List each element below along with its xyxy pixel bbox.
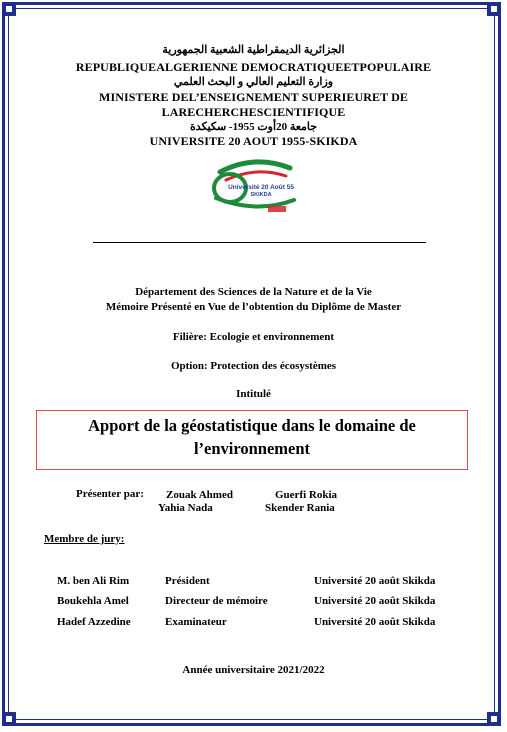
jury-member-name: Hadef Azzedine xyxy=(57,616,131,628)
corner-ornament-top-right xyxy=(487,2,501,16)
presenter-name: Guerfi Rokia xyxy=(275,489,338,501)
university-logo xyxy=(206,158,302,216)
jury-member-role: Directeur de mémoire xyxy=(165,595,268,607)
presenter-name: Yahia Nada xyxy=(158,502,213,514)
republic-french: REPUBLIQUEALGERIENNE DEMOCRATIQUEETPOPULAIRE xyxy=(75,60,432,74)
corner-ornament-bottom-left xyxy=(2,712,16,726)
separator-rule xyxy=(93,242,426,243)
memoire-purpose: Mémoire Présenté en Vue de l’obtention du Diplôme de Master xyxy=(105,301,402,313)
jury-member-name: Boukehla Amel xyxy=(57,595,129,607)
department: Département des Sciences de la Nature et de la Vie xyxy=(135,286,372,298)
jury-member-role: Président xyxy=(165,575,210,587)
corner-ornament-top-left xyxy=(2,2,16,16)
intitule-label: Intitulé xyxy=(236,388,271,400)
thesis-title-line-2: l’environnement xyxy=(193,439,311,458)
logo-text-line-1: Université 20 Août 55 xyxy=(228,184,294,191)
jury-member-affiliation: Université 20 août Skikda xyxy=(314,616,436,628)
university-french: UNIVERSITE 20 AOUT 1955-SKIKDA xyxy=(149,134,358,148)
university-arabic: جامعة 20أوت 1955- سكيكدة xyxy=(189,121,318,133)
option: Option: Protection des écosystèmes xyxy=(170,360,337,372)
presenters-label: Présenter par: xyxy=(76,488,144,500)
corner-ornament-bottom-right xyxy=(487,712,501,726)
jury-member-affiliation: Université 20 août Skikda xyxy=(314,575,436,587)
presenter-name: Zouak Ahmed xyxy=(166,489,233,501)
jury-heading: Membre de jury: xyxy=(44,533,125,545)
presenter-name: Skender Rania xyxy=(265,502,335,514)
filiere: Filière: Ecologie et environnement xyxy=(172,331,335,343)
jury-member-role: Examinateur xyxy=(165,616,227,628)
jury-member-affiliation: Université 20 août Skikda xyxy=(314,595,436,607)
ministry-french-line-2: LARECHERCHESCIENTIFIQUE xyxy=(161,105,346,119)
thesis-title-line-1: Apport de la géostatistique dans le domaine de xyxy=(88,416,416,435)
republic-arabic: الجزائرية الديمقراطية الشعبية الجمهورية xyxy=(162,44,345,56)
jury-member-name: M. ben Ali Rim xyxy=(57,575,130,587)
academic-year: Année universitaire 2021/2022 xyxy=(182,664,325,676)
ministry-french-line-1: MINISTERE DEL’ENSEIGNEMENT SUPERIEURET DE xyxy=(99,90,408,104)
ministry-arabic: وزارة التعليم العالي و البحث العلمي xyxy=(173,76,334,88)
logo-text-line-2: SKIKDA xyxy=(250,192,272,198)
